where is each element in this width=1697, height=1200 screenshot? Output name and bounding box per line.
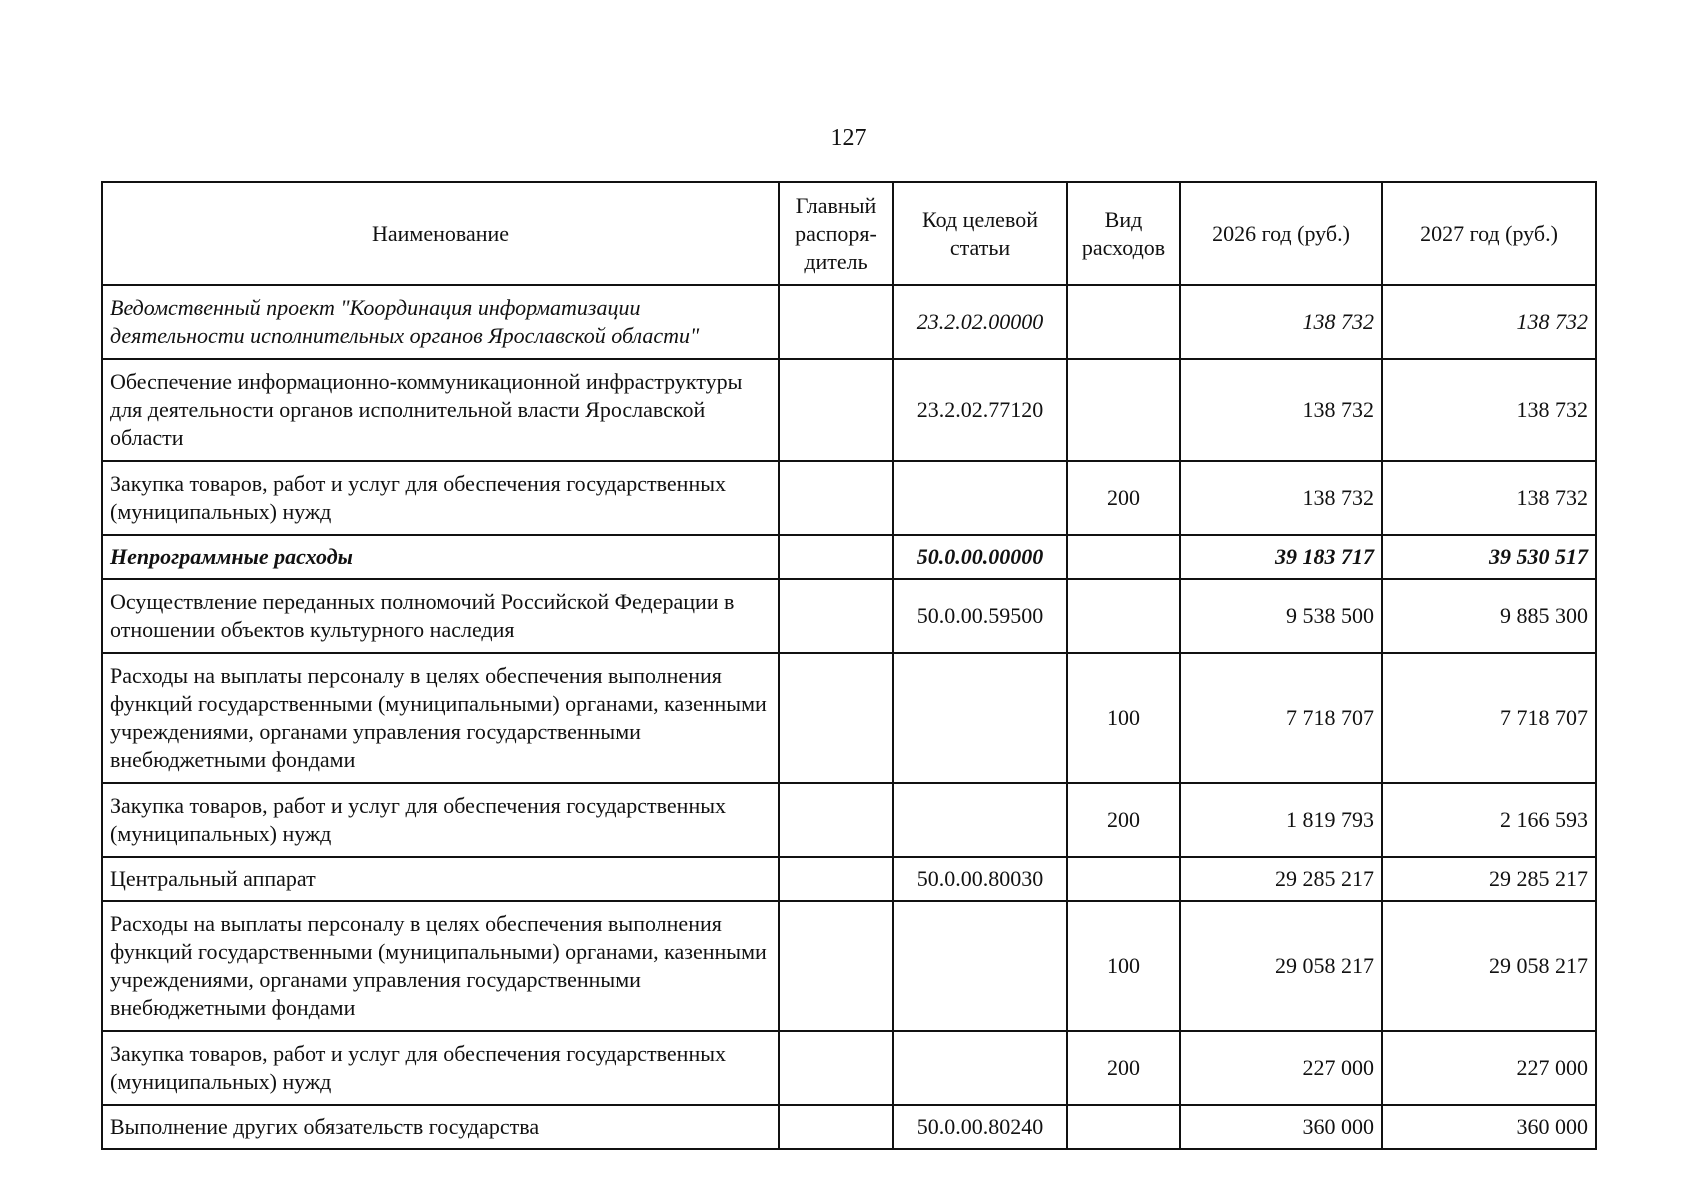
cell-2027: 9 885 300 [1382,579,1596,653]
cell-2026: 9 538 500 [1180,579,1382,653]
cell-type: 200 [1067,461,1180,535]
cell-code [893,461,1067,535]
cell-code [893,653,1067,783]
cell-2026: 138 732 [1180,359,1382,461]
cell-2027: 227 000 [1382,1031,1596,1105]
cell-manager [779,535,893,579]
cell-manager [779,461,893,535]
cell-code: 50.0.00.80240 [893,1105,1067,1149]
cell-code: 50.0.00.00000 [893,535,1067,579]
table-row [102,535,1596,579]
cell-manager [779,857,893,901]
table-row [102,783,1596,857]
cell-code [893,783,1067,857]
cell-2027: 138 732 [1382,359,1596,461]
cell-manager [779,359,893,461]
table-row [102,579,1596,653]
cell-name: Расходы на выплаты персоналу в целях обеспечения выполнения функций государственными (муниципальными) органами, казенными учреждениями, органами управления государственными внебюджетными фондами [102,653,779,783]
cell-manager [779,1031,893,1105]
cell-2027: 138 732 [1382,461,1596,535]
cell-2026: 138 732 [1180,285,1382,359]
cell-code [893,901,1067,1031]
table-row [102,901,1596,1031]
cell-code: 50.0.00.59500 [893,579,1067,653]
cell-type [1067,579,1180,653]
table-body [102,285,1596,1149]
cell-name: Выполнение других обязательств государства [102,1105,779,1149]
header-type: Вид расходов [1067,182,1180,285]
cell-2026: 1 819 793 [1180,783,1382,857]
cell-code [893,1031,1067,1105]
cell-name: Непрограммные расходы [102,535,779,579]
cell-name: Ведомственный проект "Координация информатизации деятельности исполнительных органов Ярославской области" [102,285,779,359]
cell-manager [779,653,893,783]
cell-type [1067,359,1180,461]
header-manager: Главный распоря-дитель [779,182,893,285]
cell-2026: 7 718 707 [1180,653,1382,783]
cell-2026: 29 058 217 [1180,901,1382,1031]
table-row [102,359,1596,461]
cell-2027: 39 530 517 [1382,535,1596,579]
cell-name: Расходы на выплаты персоналу в целях обеспечения выполнения функций государственными (муниципальными) органами, казенными учреждениями, органами управления государственными внебюджетными фондами [102,901,779,1031]
page-number: 127 [830,125,867,151]
cell-2026: 29 285 217 [1180,857,1382,901]
cell-2026: 138 732 [1180,461,1382,535]
cell-type [1067,1105,1180,1149]
table-row [102,857,1596,901]
cell-manager [779,1105,893,1149]
table-row [102,653,1596,783]
budget-table [101,181,1597,1150]
cell-name: Обеспечение информационно-коммуникационной инфраструктуры для деятельности органов исполнительной власти Ярославской области [102,359,779,461]
header-2026: 2026 год (руб.) [1180,182,1382,285]
cell-name: Центральный аппарат [102,857,779,901]
table-row [102,285,1596,359]
cell-type: 100 [1067,901,1180,1031]
cell-2026: 360 000 [1180,1105,1382,1149]
table-header-row [102,182,1596,285]
table-row [102,461,1596,535]
header-name: Наименование [102,182,779,285]
cell-code: 23.2.02.00000 [893,285,1067,359]
cell-type [1067,857,1180,901]
cell-2027: 29 058 217 [1382,901,1596,1031]
header-2027: 2027 год (руб.) [1382,182,1596,285]
cell-manager [779,285,893,359]
cell-type [1067,535,1180,579]
table-row [102,1105,1596,1149]
cell-name: Закупка товаров, работ и услуг для обеспечения государственных (муниципальных) нужд [102,461,779,535]
cell-manager [779,783,893,857]
cell-2027: 138 732 [1382,285,1596,359]
table-row [102,1031,1596,1105]
cell-type [1067,285,1180,359]
cell-2027: 2 166 593 [1382,783,1596,857]
cell-manager [779,579,893,653]
cell-2027: 7 718 707 [1382,653,1596,783]
cell-2027: 29 285 217 [1382,857,1596,901]
cell-name: Закупка товаров, работ и услуг для обеспечения государственных (муниципальных) нужд [102,1031,779,1105]
header-code: Код целевой статьи [893,182,1067,285]
cell-code: 23.2.02.77120 [893,359,1067,461]
cell-code: 50.0.00.80030 [893,857,1067,901]
cell-name: Осуществление переданных полномочий Российской Федерации в отношении объектов культурного наследия [102,579,779,653]
cell-name: Закупка товаров, работ и услуг для обеспечения государственных (муниципальных) нужд [102,783,779,857]
cell-2026: 39 183 717 [1180,535,1382,579]
cell-type: 100 [1067,653,1180,783]
cell-2027: 360 000 [1382,1105,1596,1149]
cell-type: 200 [1067,1031,1180,1105]
cell-2026: 227 000 [1180,1031,1382,1105]
cell-type: 200 [1067,783,1180,857]
cell-manager [779,901,893,1031]
